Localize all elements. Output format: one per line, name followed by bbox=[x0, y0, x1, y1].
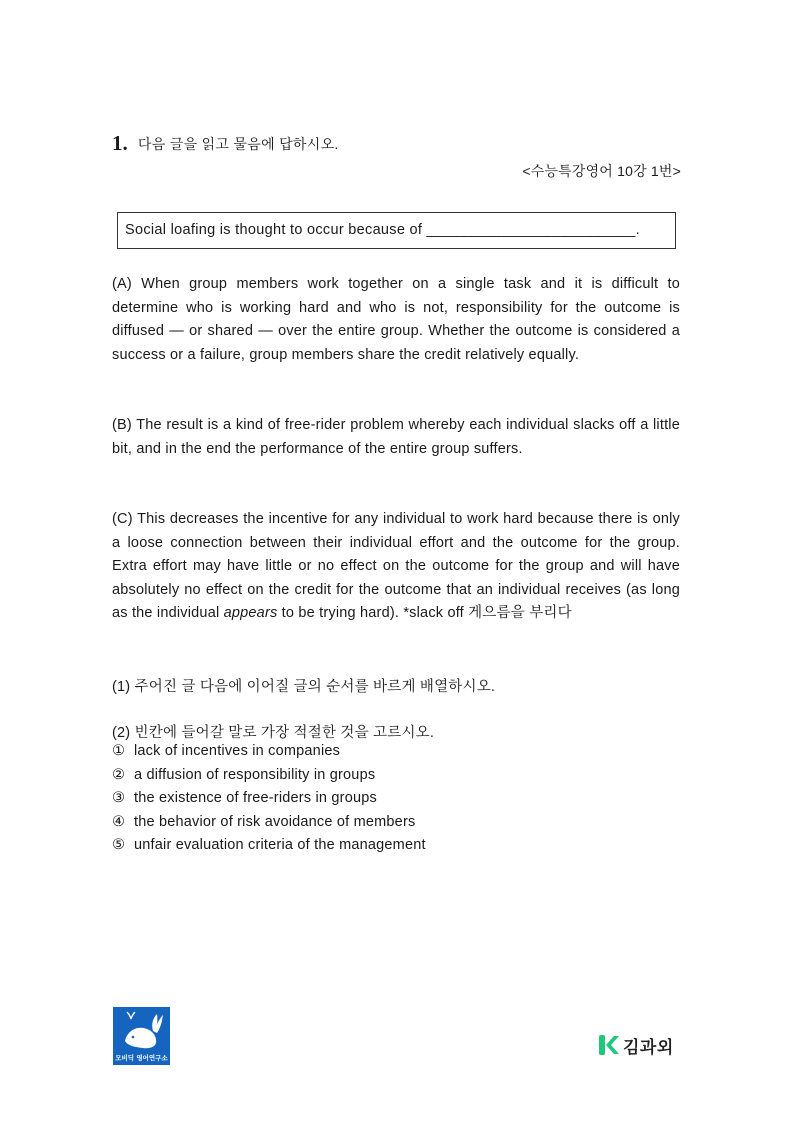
given-sentence: Social loafing is thought to occur because of _________________________. bbox=[125, 222, 640, 238]
given-sentence-box bbox=[117, 212, 676, 249]
kimgwaoe-logo bbox=[598, 1033, 674, 1057]
choice-1-mark: ① bbox=[112, 743, 126, 759]
right-logo-label: 김과외 bbox=[623, 1037, 674, 1058]
paragraph-a: (A) When group members work together on a single task and it is difficult to determine who is working hard and who is not, responsibility for the outcome is diffused — or shared — over the entire group. Whether the outcome is considered a success or a failure, group members share the credit relatively equally. bbox=[112, 276, 680, 363]
question-number: 1. bbox=[112, 131, 128, 155]
answer-choices bbox=[112, 740, 426, 858]
choice-3[interactable] bbox=[112, 787, 426, 811]
choice-5-mark: ⑤ bbox=[112, 837, 126, 853]
whale-icon bbox=[113, 1007, 170, 1055]
sub-question-2: (2) 빈칸에 들어갈 말로 가장 적절한 것을 고르시오. bbox=[112, 725, 435, 741]
choice-4-text: the behavior of risk avoidance of members bbox=[134, 813, 416, 830]
choice-3-text: the existence of free-riders in groups bbox=[134, 790, 377, 806]
sub-question-1: (1) 주어진 글 다음에 이어질 글의 순서를 바르게 배열하시오. bbox=[112, 679, 496, 695]
paragraph-c-italic-word: appears bbox=[223, 605, 278, 621]
choice-2[interactable] bbox=[112, 764, 426, 788]
mobydick-logo bbox=[113, 1007, 170, 1065]
choice-1-text: lack of incentives in companies bbox=[134, 743, 341, 759]
question-source: <수능특강영어 10강 1번> bbox=[522, 163, 681, 179]
choice-3-mark: ③ bbox=[112, 790, 126, 806]
choice-1[interactable] bbox=[112, 740, 426, 764]
choice-5-text: unfair evaluation criteria of the management bbox=[134, 837, 426, 853]
paragraph-c-text-1: (C) This decreases the incentive for any individual to work hard because there is only a loose connection between their individual effort and the outcome for the group. Extra effort may have little or no effect on the outcome for the group and will have absolutely no effect on the credit for the outcome that an individual receives (as long as the individual bbox=[112, 511, 680, 621]
paragraph-b: (B) The result is a kind of free-rider problem whereby each individual slacks off a little bit, and in the end the performance of the entire group suffers. bbox=[112, 417, 680, 457]
choice-5[interactable] bbox=[112, 834, 426, 858]
paragraph-c-text-2: to be trying hard). *slack off 게으름을 부리다 bbox=[277, 605, 572, 621]
question-header bbox=[112, 131, 682, 155]
left-logo-label: 모비딕 영어연구소 bbox=[115, 1054, 168, 1062]
choice-2-text: a diffusion of responsibility in groups bbox=[134, 766, 376, 783]
choice-4-mark: ④ bbox=[112, 813, 126, 830]
choice-2-mark: ② bbox=[112, 766, 126, 783]
k-logo-icon bbox=[598, 1034, 620, 1056]
choice-4[interactable] bbox=[112, 811, 426, 835]
paragraph-c bbox=[112, 508, 680, 626]
question-instruction: 다음 글을 읽고 물음에 답하시오. bbox=[137, 136, 339, 152]
